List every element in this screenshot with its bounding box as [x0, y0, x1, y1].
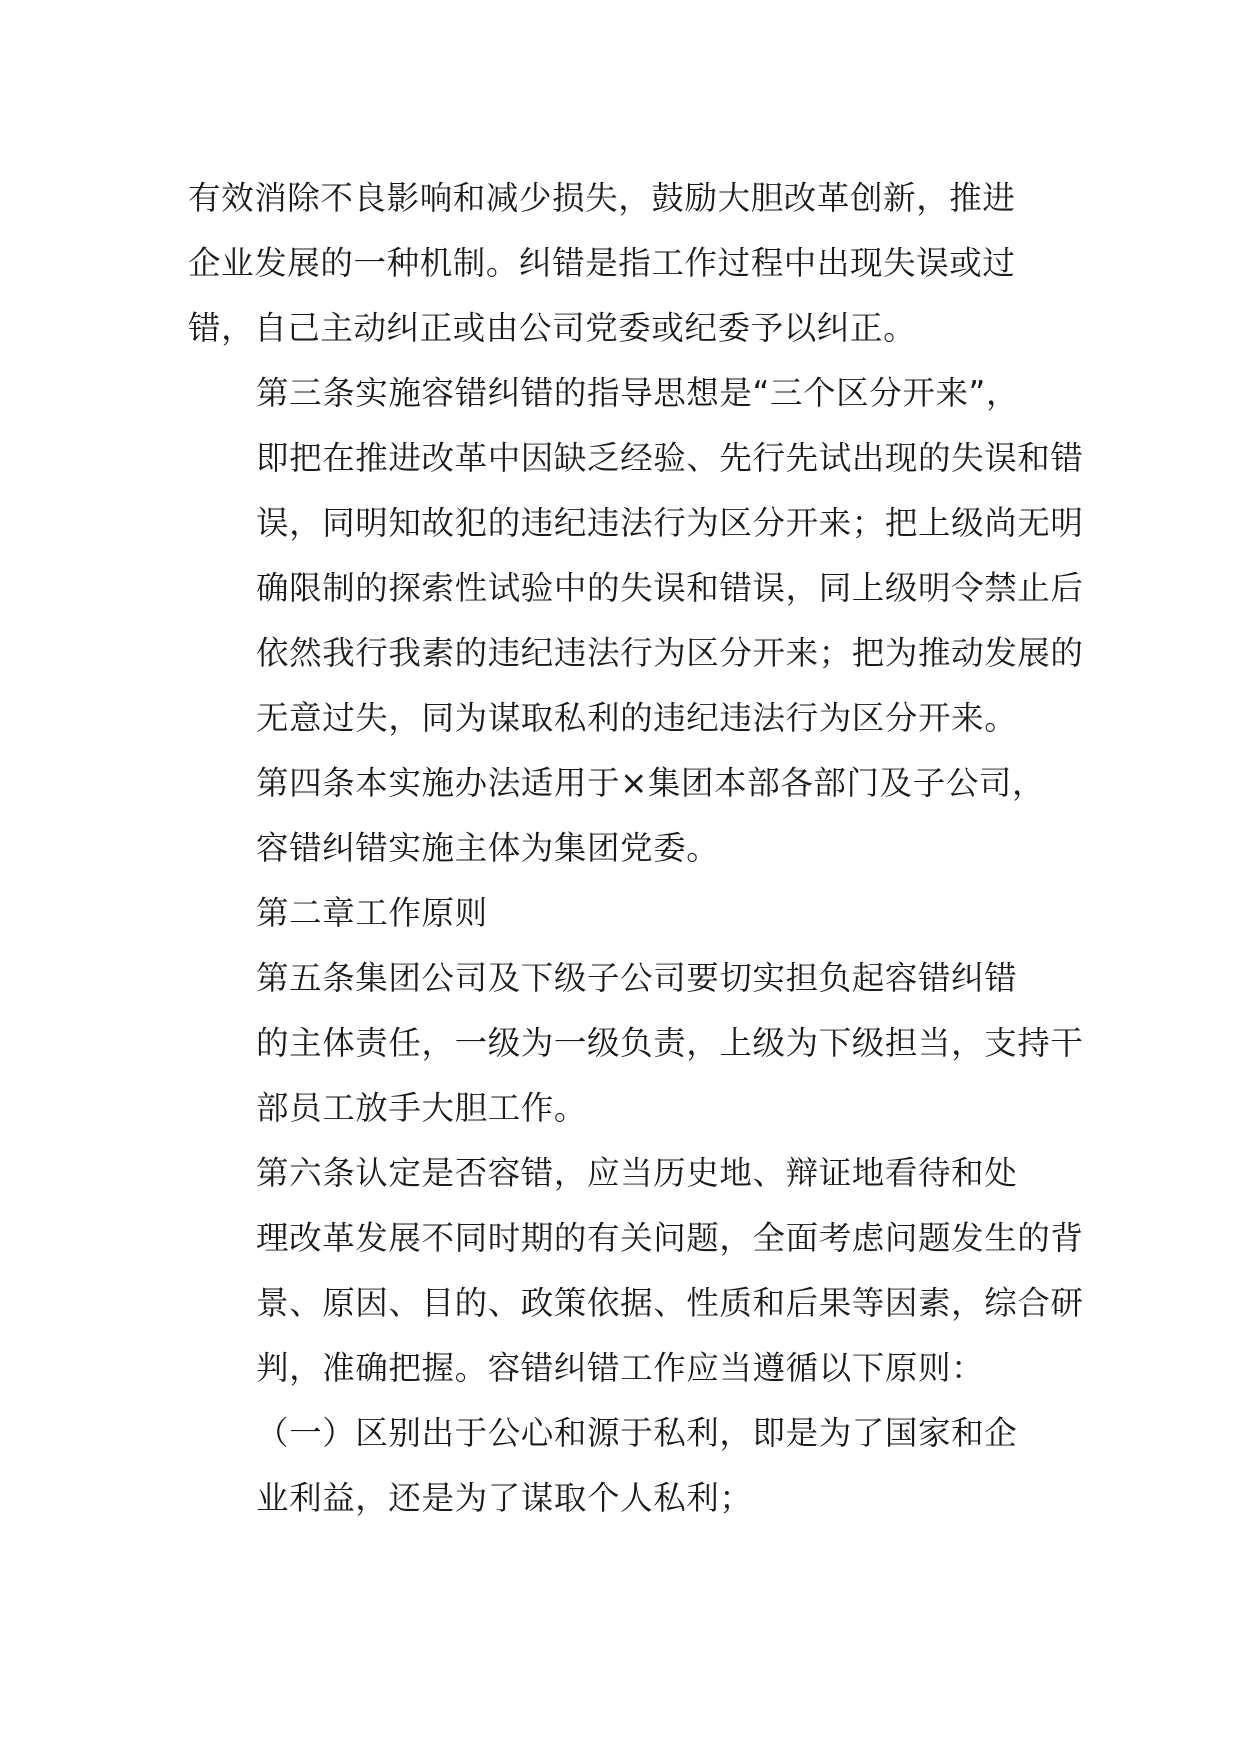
text-line: 景、原因、目的、政策依据、性质和后果等因素，综合研 [256, 1284, 1084, 1322]
paragraph [188, 361, 1084, 751]
paragraph [188, 1141, 1084, 1401]
text-line: 第二章工作原则 [256, 894, 488, 932]
document-body [188, 166, 1084, 1531]
text-line: 理改革发展不同时期的有关问题，全面考虑问题发生的背 [256, 1219, 1084, 1257]
paragraph [188, 946, 1084, 1141]
text-line: 误，同明知故犯的违纪违法行为区分开来；把上级尚无明 [256, 504, 1084, 542]
text-line: 无意过失，同为谋取私利的违纪违法行为区分开来。 [256, 699, 1018, 737]
text-line: 第三条实施容错纠错的指导思想是“三个区分开来”， [256, 374, 1020, 412]
text-line: 确限制的探索性试验中的失误和错误，同上级明令禁止后 [256, 569, 1084, 607]
text-line: 判，准确把握。容错纠错工作应当遵循以下原则： [256, 1349, 985, 1387]
text-line: 依然我行我素的违纪违法行为区分开来；把为推动发展的 [256, 634, 1084, 672]
text-line: 部员工放手大胆工作。 [256, 1089, 588, 1127]
paragraph [188, 166, 1058, 361]
paragraph [188, 751, 1058, 881]
text-line: （一）区别出于公心和源于私利，即是为了国家和企 [256, 1414, 1018, 1452]
text-line: 第六条认定是否容错，应当历史地、辩证地看待和处 [256, 1154, 1018, 1192]
text-line: 错，自己主动纠正或由公司党委或纪委予以纠正。 [188, 309, 917, 347]
text-line: 容错纠错实施主体为集团党委。 [256, 829, 720, 867]
paragraph [188, 881, 1058, 946]
text-line: 第五条集团公司及下级子公司要切实担负起容错纠错 [256, 959, 1018, 997]
text-line: 第四条本实施办法适用于×集团本部各部门及子公司， [256, 764, 1046, 802]
text-line: 有效消除不良影响和减少损失，鼓励大胆改革创新，推进 [188, 179, 1016, 217]
text-line: 的主体责任，一级为一级负责，上级为下级担当，支持干 [256, 1024, 1084, 1062]
text-line: 企业发展的一种机制。纠错是指工作过程中出现失误或过 [188, 244, 1016, 282]
paragraph [188, 1401, 1058, 1531]
text-line: 即把在推进改革中因缺乏经验、先行先试出现的失误和错 [256, 439, 1084, 477]
text-line: 业利益，还是为了谋取个人私利； [256, 1479, 753, 1517]
